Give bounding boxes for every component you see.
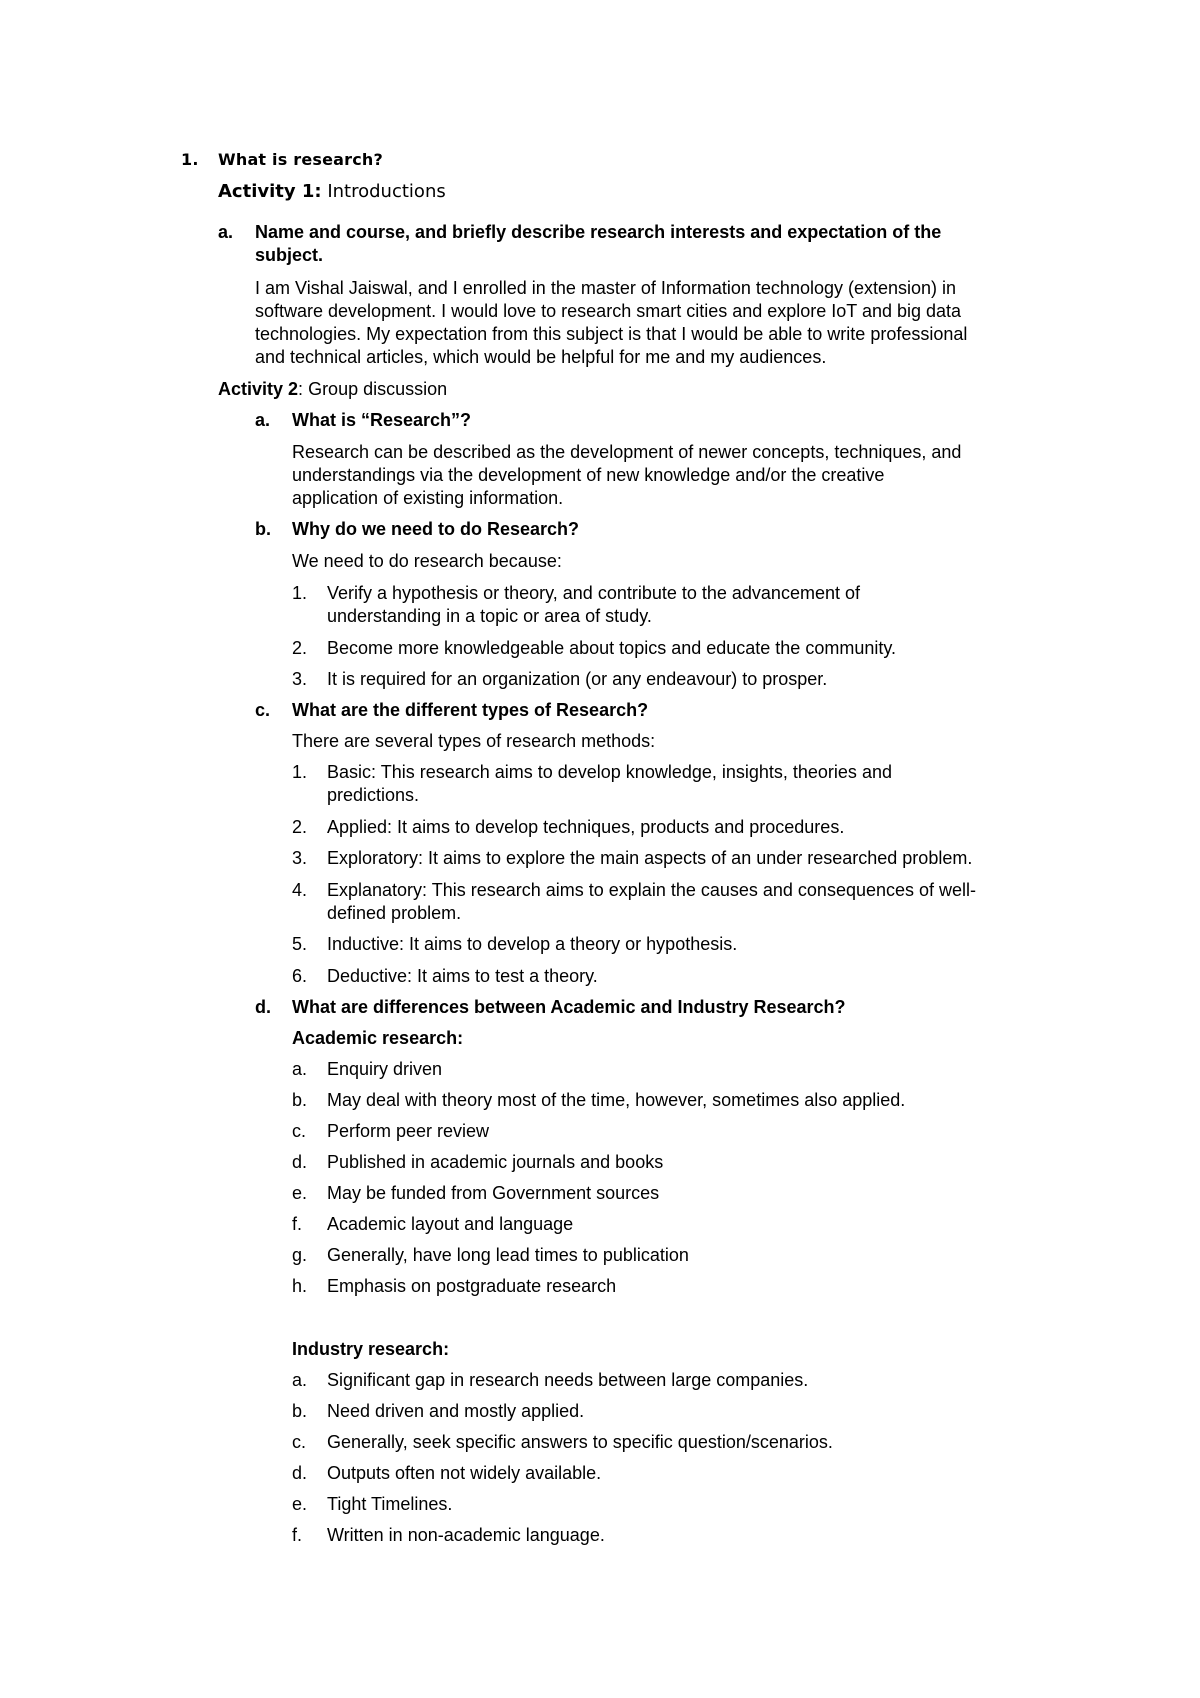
activity-1-answer-line: and technical articles, which would be helpful for me and my audiences. bbox=[255, 347, 827, 367]
list-item-text: May be funded from Government sources bbox=[327, 1183, 660, 1203]
list-item-text: Inductive: It aims to develop a theory or hypothesis. bbox=[327, 934, 738, 954]
list-item-number: 2. bbox=[292, 817, 308, 837]
list-item-marker: h. bbox=[292, 1276, 308, 1296]
list-item-text: Academic layout and language bbox=[327, 1214, 574, 1234]
question-a-answer-line: Research can be described as the development of newer concepts, techniques, and bbox=[292, 442, 962, 462]
question-b-intro: We need to do research because: bbox=[292, 551, 562, 571]
section-title: What is research? bbox=[218, 150, 383, 169]
list-item-text: Basic: This research aims to develop knowledge, insights, theories and bbox=[327, 762, 892, 782]
list-item-text: understanding in a topic or area of study. bbox=[327, 606, 652, 626]
list-item-text: It is required for an organization (or any endeavour) to prosper. bbox=[327, 669, 828, 689]
activity-2-colon: : bbox=[298, 379, 304, 399]
list-item-text: Published in academic journals and books bbox=[327, 1152, 664, 1172]
list-item-text: Become more knowledgeable about topics and educate the community. bbox=[327, 638, 897, 658]
list-item-text: Need driven and mostly applied. bbox=[327, 1401, 585, 1421]
list-item-marker: e. bbox=[292, 1183, 308, 1203]
list-item-marker: c. bbox=[292, 1432, 307, 1452]
list-item-number: 1. bbox=[292, 583, 308, 603]
industry-research-title: Industry research: bbox=[292, 1339, 450, 1359]
question-d-text: What are differences between Academic and Industry Research? bbox=[292, 997, 846, 1017]
question-a-marker: a. bbox=[255, 410, 271, 430]
question-b-marker: b. bbox=[255, 519, 271, 539]
list-item-text: Verify a hypothesis or theory, and contribute to the advancement of bbox=[327, 583, 860, 603]
list-item-number: 3. bbox=[292, 848, 308, 868]
list-item-text: defined problem. bbox=[327, 903, 462, 923]
activity-2-line bbox=[218, 378, 447, 401]
list-item-text: Tight Timelines. bbox=[327, 1494, 453, 1514]
list-item-marker: e. bbox=[292, 1494, 308, 1514]
list-item-text: Significant gap in research needs between large companies. bbox=[327, 1370, 809, 1390]
section-heading bbox=[181, 150, 383, 169]
list-item-text: Generally, seek specific answers to specific question/scenarios. bbox=[327, 1432, 833, 1452]
list-item-text: Explanatory: This research aims to explain the causes and consequences of well- bbox=[327, 880, 977, 900]
list-item-text: Deductive: It aims to test a theory. bbox=[327, 966, 598, 986]
question-a-text: What is “Research”? bbox=[292, 410, 472, 430]
question-c-intro: There are several types of research methods: bbox=[292, 731, 656, 751]
list-item-number: 3. bbox=[292, 669, 308, 689]
list-item-text: May deal with theory most of the time, however, sometimes also applied. bbox=[327, 1090, 906, 1110]
list-item-text: Emphasis on postgraduate research bbox=[327, 1276, 617, 1296]
activity-1-label: Activity 1: bbox=[218, 181, 322, 202]
question-c-text: What are the different types of Research? bbox=[292, 700, 649, 720]
list-item-text: Outputs often not widely available. bbox=[327, 1463, 602, 1483]
list-item-text: Applied: It aims to develop techniques, products and procedures. bbox=[327, 817, 845, 837]
list-item-number: 2. bbox=[292, 638, 308, 658]
activity-1-answer-line: technologies. My expectation from this subject is that I would be able to write professional bbox=[255, 324, 968, 344]
list-item-marker: c. bbox=[292, 1121, 307, 1141]
list-item-marker: a. bbox=[292, 1059, 308, 1079]
list-item-text: Written in non-academic language. bbox=[327, 1525, 605, 1545]
list-item-text: Enquiry driven bbox=[327, 1059, 443, 1079]
question-a-answer-line: understandings via the development of new knowledge and/or the creative bbox=[292, 465, 885, 485]
list-item-text: Perform peer review bbox=[327, 1121, 490, 1141]
list-item-text: Generally, have long lead times to publication bbox=[327, 1245, 689, 1265]
list-item-marker: f. bbox=[292, 1525, 303, 1545]
academic-research-title: Academic research: bbox=[292, 1028, 464, 1048]
list-item-marker: a. bbox=[292, 1370, 308, 1390]
activity-1-answer-line: software development. I would love to research smart cities and explore IoT and big data bbox=[255, 301, 962, 321]
question-d-marker: d. bbox=[255, 997, 271, 1017]
list-item-text: predictions. bbox=[327, 785, 420, 805]
activity-1-line bbox=[218, 180, 446, 203]
list-item-marker: b. bbox=[292, 1090, 308, 1110]
question-a-answer-line: application of existing information. bbox=[292, 488, 564, 508]
list-item-text: Exploratory: It aims to explore the main aspects of an under researched problem. bbox=[327, 848, 973, 868]
list-item-marker: d. bbox=[292, 1152, 308, 1172]
activity-1-title: Introductions bbox=[327, 181, 446, 202]
question-c-marker: c. bbox=[255, 700, 271, 720]
list-item-marker: f. bbox=[292, 1214, 303, 1234]
activity-1-question-line-1: Name and course, and briefly describe research interests and expectation of the bbox=[255, 222, 942, 242]
list-item-number: 6. bbox=[292, 966, 308, 986]
list-item-marker: b. bbox=[292, 1401, 308, 1421]
activity-1-question-line-2: subject. bbox=[255, 245, 324, 265]
list-item-number: 1. bbox=[292, 762, 308, 782]
list-item-number: 4. bbox=[292, 880, 308, 900]
question-b-text: Why do we need to do Research? bbox=[292, 519, 580, 539]
activity-1-question-marker: a. bbox=[218, 222, 234, 242]
activity-1-answer-line: I am Vishal Jaiswal, and I enrolled in the master of Information technology (extension) in bbox=[255, 278, 957, 298]
list-item-marker: d. bbox=[292, 1463, 308, 1483]
activity-2-label: Activity 2 bbox=[218, 379, 299, 399]
section-number: 1. bbox=[181, 150, 199, 169]
list-item-number: 5. bbox=[292, 934, 308, 954]
activity-2-title: Group discussion bbox=[303, 379, 448, 399]
list-item-marker: g. bbox=[292, 1245, 308, 1265]
